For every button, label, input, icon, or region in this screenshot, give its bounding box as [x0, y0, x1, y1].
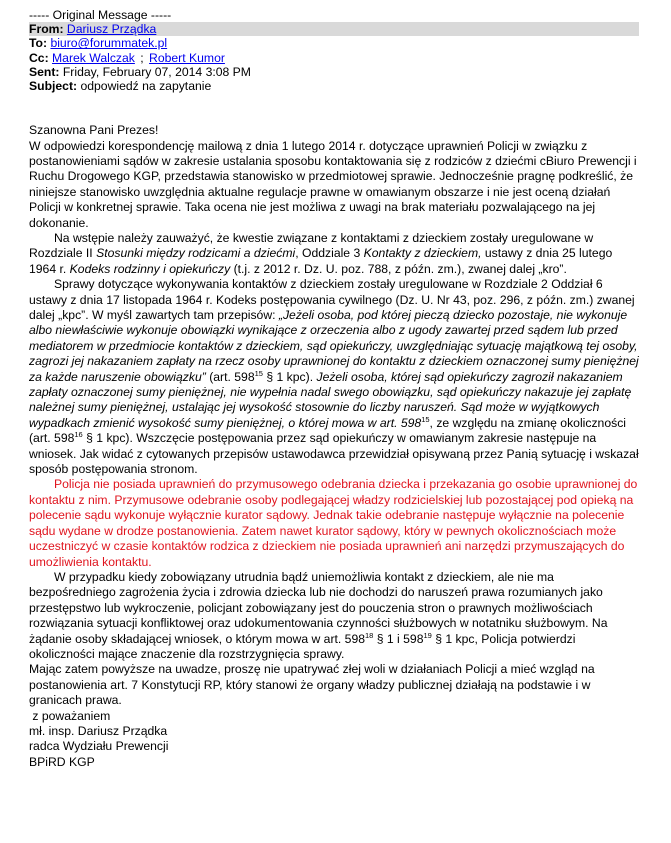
p2-text-g: (t.j. z 2012 r. Dz. U. poz. 788, z późn. zm.), zwanej dalej „kro”.	[230, 261, 567, 276]
cc-label: Cc:	[29, 50, 49, 65]
signature-title: radca Wydziału Prewencji	[29, 739, 169, 754]
signature-block	[29, 709, 639, 771]
paragraph-intro: W odpowiedzi korespondencję mailową z dnia 1 lutego 2014 r. dotyczące uprawnień Policji w związku z postanowieniami sądów w zakresie ustalania sposobu kontaktowania się z rodziców z dziećmi cBiuro Prewencji i Ruchu Drogowego KGP, przedstawia stanowisko w przedmiotowej sprawie. Jednocześnie pragnę podkreślić, że niniejsze stanowisko uwzględnia aktualne regulacje prawne w omawianym obszarze i nie jest oceną działań Policji w konkretnej sprawie. Taka ocena nie jest możliwa z uwagi na brak materiału pozwalającego na jej dokonanie.	[29, 138, 637, 230]
from-line	[29, 22, 639, 36]
paragraph-kpc	[29, 277, 639, 477]
p5-text-b: § 1 i 598	[373, 631, 424, 646]
sent-line	[29, 65, 639, 79]
subject-value: odpowiedź na zapytanie	[80, 78, 212, 93]
p3-text-c: (art. 598	[205, 369, 255, 384]
p2-text-e: ustawy z dnia 25 lutego 1964 r.	[29, 246, 613, 276]
p2-text-c: , Oddziale 3	[295, 246, 364, 261]
sent-value: Friday, February 07, 2014 3:08 PM	[62, 64, 251, 79]
signature-closing: z poważaniem	[29, 708, 111, 723]
signature-name: mł. insp. Dariusz Prządka	[29, 723, 168, 738]
cc-line	[29, 51, 639, 65]
email-body	[29, 123, 639, 708]
paragraph-police-red: Policja nie posiada uprawnień do przymusowego odebrania dziecka i przekazania go osobie uprawnionej do kontaktu z nim. Przymusowe odebranie osoby podlegającej władzy rodzicielskiej lub pozostającej pod opieką na polecenie sądu wykonuje wyłącznie kurator sądowy. Jednak takie odebranie następuje wyłącznie na polecenie sądu wydane w drodze postanowienia. Zatem nawet kurator sądowy, który w pewnych okolicznościach może uczestniczyć w czasie kontaktów rodzica z dzieckiem nie posiada uprawnień ani narzędzi przymuszających do umożliwienia kontaktu.	[29, 477, 638, 569]
p3-text-f: , ze względu na zmianę okoliczności (art. 598	[29, 415, 626, 446]
from-sender-link[interactable]: Dariusz Prządka	[66, 22, 157, 37]
cc-separator: ;	[140, 50, 144, 65]
greeting: Szanowna Pani Prezes!	[29, 123, 159, 138]
p5-sup-2: 19	[423, 630, 432, 640]
sent-label: Sent:	[29, 64, 60, 79]
p3-text-a: Sprawy dotyczące wykonywania kontaktów z dzieckiem zostały uregulowane w Rozdziale 2 Oddział 6 ustawy z dnia 17 listopada 1964 r. Kodeks postępowania cywilnego (Dz. U. Nr 43, poz. 296, z późn. zm.) zwanej dalej „kpc”. W myśl zawartych tam przepisów:	[29, 277, 635, 322]
p2-italic-d: Kontakty z dzieckiem,	[363, 246, 482, 261]
signature-unit: BPiRD KGP	[29, 754, 95, 769]
p2-italic-f: Kodeks rodzinny i opiekuńczy	[69, 261, 231, 276]
p5-sup-1: 18	[365, 630, 374, 640]
p3-text-g: § 1 kpc). Wszczęcie postępowania przez sąd opiekuńczy w omawianym zakresie następuje na wniosek. Jak widać z cytowanych przepisów ustawodawca przewidział opisywaną przez Panią sytuację i wskazał sposób postępowania stronom.	[29, 431, 639, 477]
cc-link-kumor[interactable]: Robert Kumor	[149, 50, 225, 65]
email-headers	[29, 8, 639, 93]
paragraph-procedure	[29, 570, 639, 662]
p3-italic-e: Jeżeli osoba, której sąd opiekuńczy zagroził nakazaniem zapłaty oznaczonej sumy pieniężnej, nie wypełnia nadal swego obowiązku, sąd opiekuńczy nakazuje jej zapłatę należnej sumy pieniężnej, ustalając jej wysokość stosownie do liczby naruszeń. Sąd może w wyjątkowych wypadkach zmienić wysokość sumy pieniężnej, o której mowa w art. 598	[29, 369, 632, 430]
from-label: From:	[29, 22, 64, 37]
subject-line	[29, 79, 639, 93]
to-email-link[interactable]: biuro@forummatek.pl	[50, 36, 168, 51]
to-line	[29, 36, 639, 50]
p3-sup-2: 15	[421, 414, 430, 424]
paragraph-kro	[29, 231, 639, 277]
email-message	[29, 8, 639, 770]
to-label: To:	[29, 36, 48, 51]
paragraph-conclusion: Mając zatem powyższe na uwadze, proszę nie upatrywać złej woli w działaniach Policji a mieć wzgląd na postanowienia art. 7 Konstytucji RP, który stanowi że organy władzy publicznej działają na podstawie i w granicach prawa.	[29, 662, 595, 708]
p2-italic-b: Stosunki między rodzicami a dziećmi	[96, 246, 296, 261]
p3-text-d: § 1 kpc).	[262, 369, 317, 384]
p3-sup-1: 15	[254, 368, 263, 378]
p3-sup-3: 16	[74, 430, 83, 440]
p3-italic-quote: „Jeżeli osoba, pod której pieczą dziecko pozostaje, nie wykonuje albo niewłaściwie wykonuje obowiązki wynikające z orzeczenia albo z ugody zawartej przed sądem lub przed mediatorem w przedmiocie kontaktów z dzieckiem, sąd opiekuńczy, uwzględniając sytuację majątkową tej osoby, zagrozi jej nakazaniem zapłaty na rzecz osoby uprawnionej do kontaktu z dzieckiem oznaczonej sumy pieniężnej za każde naruszenie obowiązku”	[29, 308, 639, 384]
original-message-line: ----- Original Message -----	[29, 8, 172, 22]
cc-link-walczak[interactable]: Marek Walczak	[52, 50, 135, 65]
p5-text-a: W przypadku kiedy zobowiązany utrudnia bądź uniemożliwia kontakt z dzieckiem, ale nie ma bezpośredniego zagrożenia życia i zdrowia dziecka lub nie dochodzi do naruszeń prawa rozumianych jako przestępstwo lub wykroczenie, policjant zobowiązany jest do pouczenia stron o prawnych możliwościach rozwiązania sytuacji konfliktowej oraz udokumentowania czynności służbowych w notatniku służbowym. Na żądanie osoby składającej wniosek, o którym mowa w art. 598	[29, 569, 608, 646]
p2-text-a: Na wstępie należy zauważyć, że kwestie związane z kontaktami z dzieckiem zostały uregulowane w Rozdziale II	[29, 230, 594, 261]
p5-text-c: § 1 kpc, Policja potwierdzi okoliczności mające znaczenie dla rozstrzygnięcia sprawy.	[29, 631, 576, 661]
subject-label: Subject:	[29, 78, 78, 93]
